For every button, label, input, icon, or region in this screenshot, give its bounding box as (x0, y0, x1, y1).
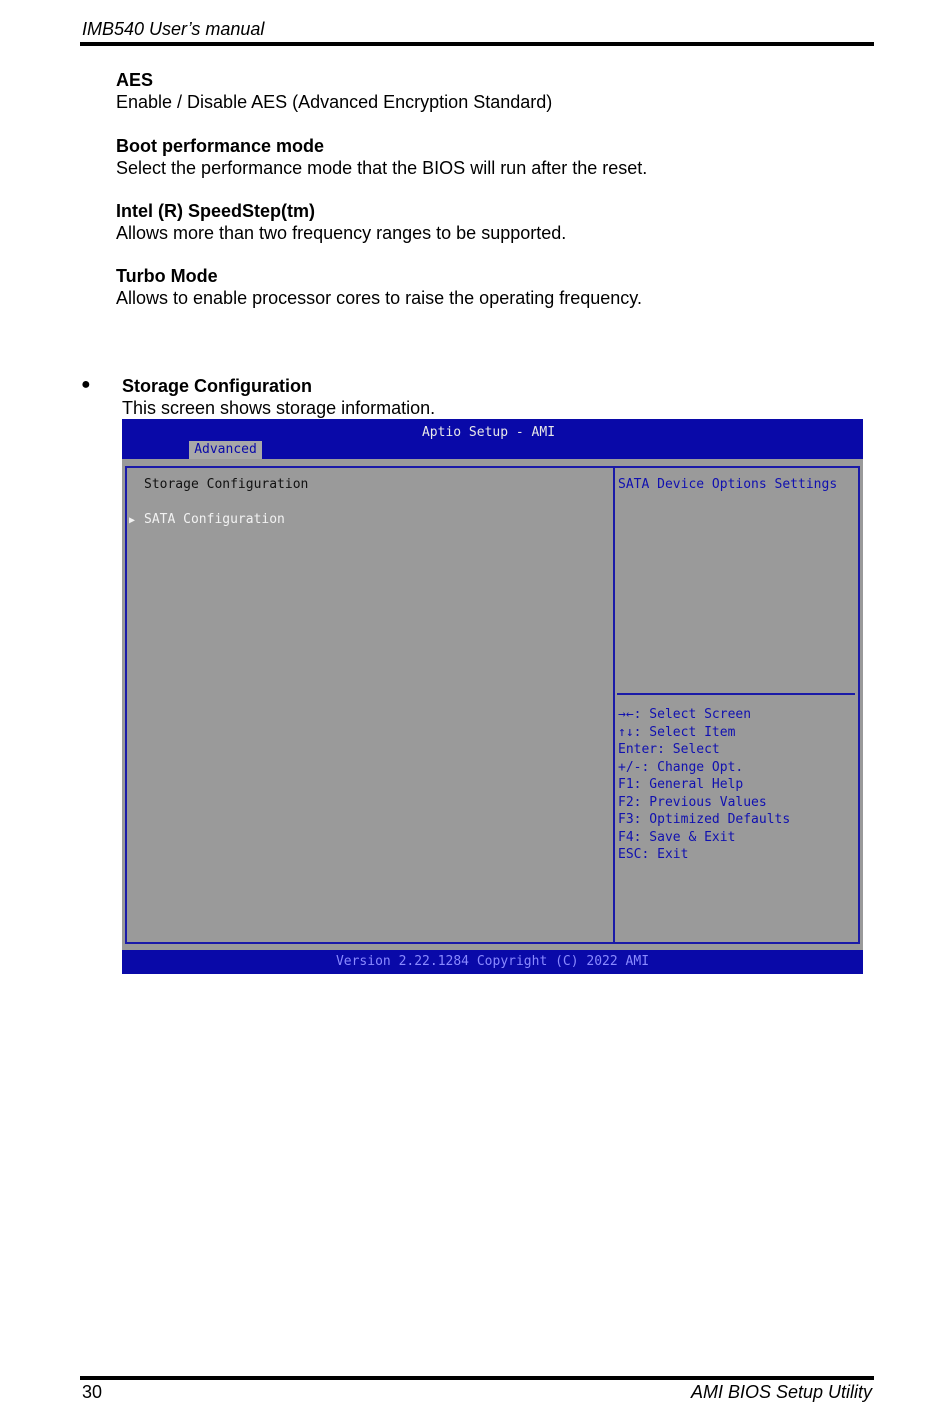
key-hint: Enter: Select (618, 742, 720, 757)
bullet-icon: ● (81, 376, 91, 393)
key-hint: +/-: Change Opt. (618, 759, 744, 775)
tab-advanced[interactable]: Advanced (189, 441, 262, 459)
bios-title-bar (122, 419, 863, 459)
bios-status-bar (122, 950, 863, 974)
key-hint: F4: Save & Exit (618, 829, 736, 845)
footer-section-title: AMI BIOS Setup Utility (690, 1382, 872, 1402)
key-hint: →←: Select Screen (618, 707, 752, 722)
header-rule (80, 42, 874, 46)
bios-help-text: SATA Device Options Settings (618, 477, 838, 492)
page-number: 30 (82, 1382, 103, 1402)
entry-desc: Select the performance mode that the BIOS will run after the reset. (116, 158, 648, 178)
bios-key-legend (618, 706, 790, 864)
entry-term: AES (116, 70, 154, 90)
key-hint: ESC: Exit (618, 847, 689, 862)
key-hint: F2: Previous Values (618, 794, 767, 810)
bios-version-text: Version 2.22.1284 Copyright (C) 2022 AMI (335, 954, 650, 969)
menu-item-label: SATA Configuration (144, 512, 285, 527)
entry-term: Turbo Mode (116, 266, 218, 286)
entry-term: Intel (R) SpeedStep(tm) (116, 201, 316, 221)
bios-frame (125, 466, 860, 944)
entry-desc: Allows to enable processor cores to raise the operating frequency. (116, 288, 642, 308)
bios-help-divider (617, 693, 855, 695)
bios-title: Aptio Setup - AMI (421, 425, 556, 440)
section-desc: This screen shows storage information. (122, 398, 436, 418)
submenu-arrow-icon: ▶ (129, 515, 136, 526)
entry-boot-performance-mode (116, 135, 876, 179)
entry-desc: Enable / Disable AES (Advanced Encryption Standard) (116, 92, 553, 112)
entry-term: Boot performance mode (116, 136, 325, 156)
section-title: Storage Configuration (122, 376, 312, 396)
sata-configuration-menu-item[interactable] (129, 512, 285, 527)
entry-turbo-mode (116, 265, 876, 309)
bios-panel-divider (613, 466, 615, 942)
entry-speedstep (116, 200, 876, 244)
manual-header-title: IMB540 User’s manual (82, 19, 265, 39)
bios-screenshot (122, 419, 863, 974)
key-hint: ↑↓: Select Item (618, 724, 736, 740)
entry-desc: Allows more than two frequency ranges to be supported. (116, 223, 567, 243)
key-hint: F1: General Help (618, 777, 744, 792)
key-hint: F3: Optimized Defaults (618, 812, 791, 827)
bios-page-heading: Storage Configuration (144, 477, 309, 492)
footer-rule (80, 1376, 874, 1380)
entry-aes (116, 69, 876, 113)
